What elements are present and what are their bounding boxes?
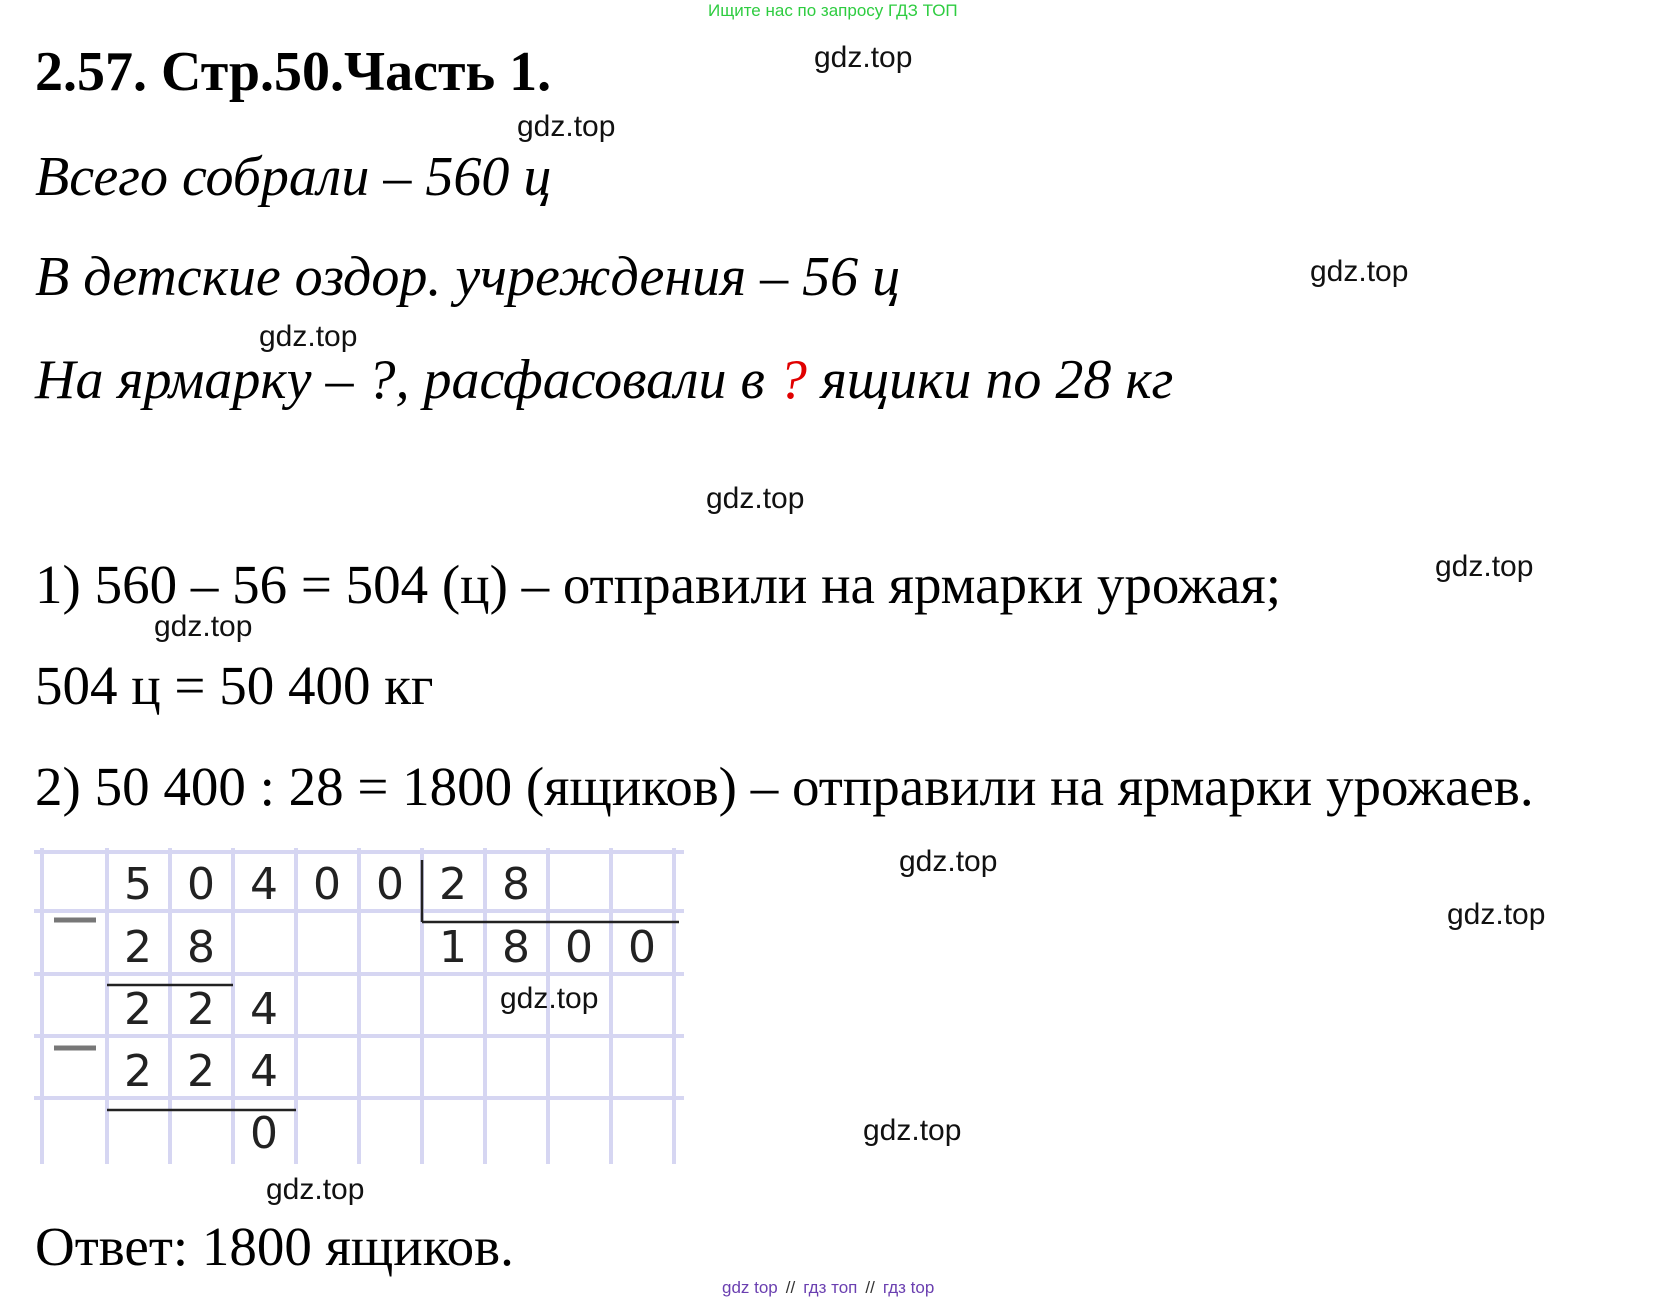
watermark: gdz.top	[500, 982, 599, 1015]
subtrahend-2-digit: 2	[124, 1046, 152, 1097]
watermark: gdz.top	[1447, 898, 1546, 931]
footer-links	[722, 1278, 934, 1298]
watermark: gdz.top	[863, 1114, 962, 1147]
watermark: gdz.top	[266, 1173, 365, 1206]
quotient-digit: 0	[628, 922, 656, 973]
remainder-1-digit: 2	[187, 984, 215, 1035]
subtrahend-2-digit: 4	[250, 1046, 278, 1097]
solution-step-2: 2) 50 400 : 28 = 1800 (ящиков) – отправили на ярмарки урожаев.	[35, 756, 1534, 817]
answer: Ответ: 1800 ящиков.	[35, 1216, 514, 1277]
subtrahend-1-digit: 2	[124, 922, 152, 973]
divisor-digit: 8	[502, 859, 530, 910]
footer-separator: //	[785, 1278, 796, 1297]
footer-link-3[interactable]: гдз top	[882, 1278, 935, 1297]
watermark: gdz.top	[814, 41, 913, 74]
solution-step-1: 1) 560 – 56 = 504 (ц) – отправили на ярмарки урожая;	[35, 554, 1282, 615]
dividend-digit: 4	[250, 859, 278, 910]
watermark: gdz.top	[154, 610, 253, 643]
minus-signs	[54, 920, 96, 1048]
final-remainder-digit: 0	[250, 1108, 278, 1159]
subtrahend-1-digit: 8	[187, 922, 215, 973]
condition-total: Всего собрали – 560 ц	[35, 146, 552, 208]
watermark: gdz.top	[259, 320, 358, 353]
watermark: gdz.top	[1310, 255, 1409, 288]
watermark: gdz.top	[706, 482, 805, 515]
dividend-digit: 0	[376, 859, 404, 910]
condition-institutions: В детские оздор. учреждения – 56 ц	[35, 246, 901, 308]
watermark: gdz.top	[899, 845, 998, 878]
condition-fair	[35, 348, 1173, 412]
unit-conversion: 504 ц = 50 400 кг	[35, 655, 434, 716]
quotient-digit: 1	[439, 922, 467, 973]
quotient-digit: 0	[565, 922, 593, 973]
page-title: 2.57. Стр.50.Часть 1.	[35, 41, 552, 103]
condition-fair-pre: На ярмарку – ?, расфасовали в	[35, 349, 779, 411]
quotient-digit: 8	[502, 922, 530, 973]
remainder-1-digit: 4	[250, 984, 278, 1035]
condition-fair-post: ящики по 28 кг	[806, 349, 1174, 411]
divisor-digit: 2	[439, 859, 467, 910]
unknown-mark: ?	[778, 349, 807, 411]
footer-link-1[interactable]: gdz top	[722, 1278, 778, 1297]
footer-link-2[interactable]: гдз топ	[803, 1278, 858, 1297]
dividend-digit: 0	[187, 859, 215, 910]
watermark: gdz.top	[517, 110, 616, 143]
subtrahend-2-digit: 2	[187, 1046, 215, 1097]
search-banner: Ищите нас по запросу ГДЗ ТОП	[708, 1, 958, 20]
watermark: gdz.top	[1435, 550, 1534, 583]
remainder-1-digit: 2	[124, 984, 152, 1035]
dividend-digit: 5	[124, 859, 152, 910]
footer-separator: //	[865, 1278, 875, 1297]
dividend-digit: 0	[313, 859, 341, 910]
